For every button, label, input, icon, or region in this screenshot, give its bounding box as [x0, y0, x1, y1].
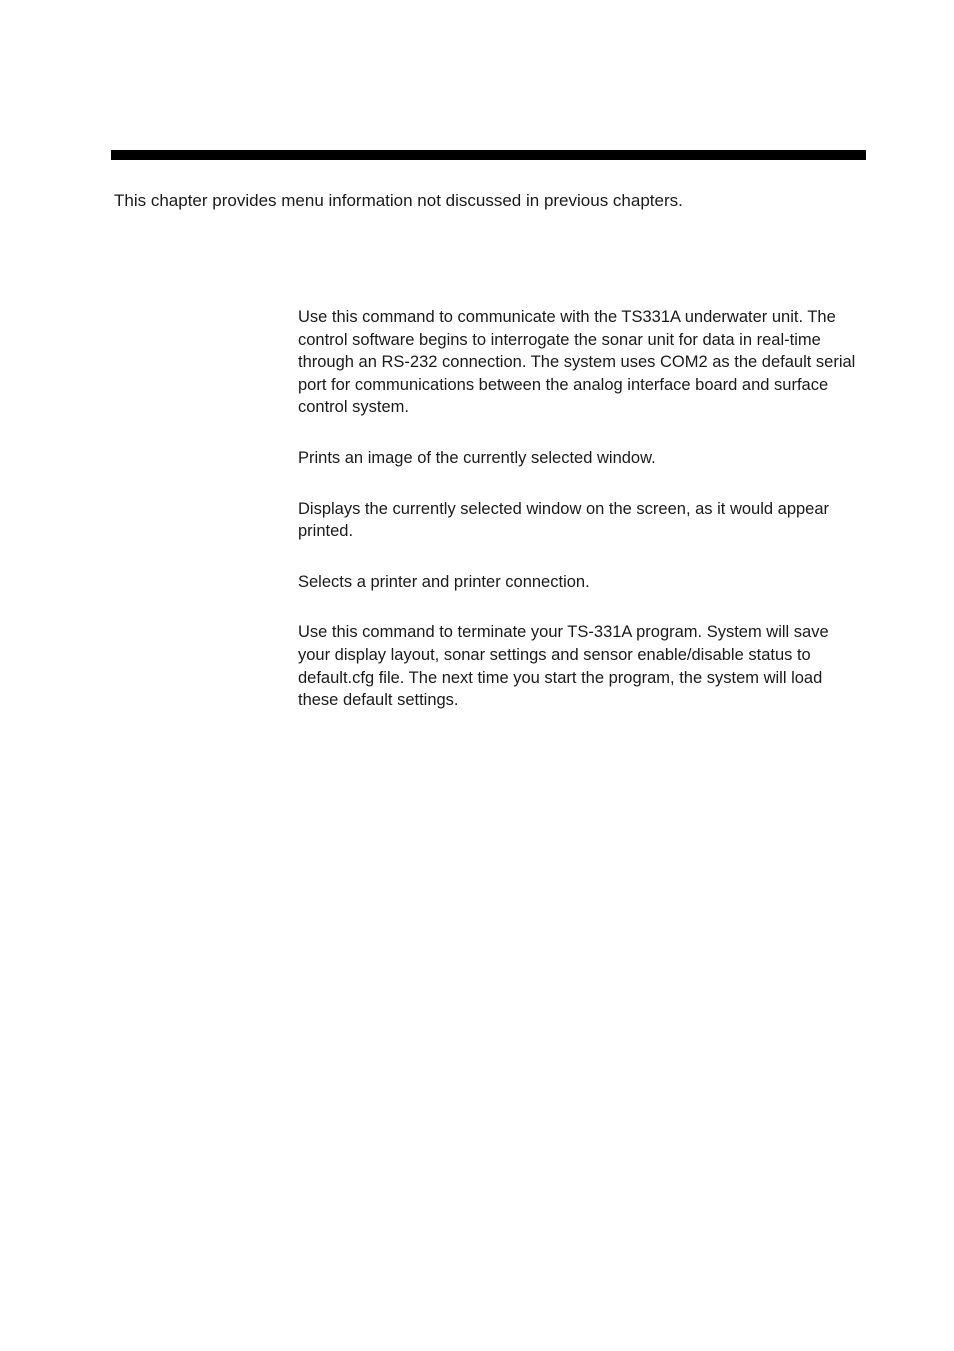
exit-description: Use this command to terminate your TS-331A program. System will save your display layout, sonar settings and sensor enable/disable status to default.cfg file. The next time you start the program, the system will load these default settings. [298, 623, 829, 710]
connect-description: Use this command to communicate with the TS331A underwater unit. The control software begins to interrogate the sonar unit for data in real-time through an RS-232 connection. The system uses COM2 as the default serial port for communications between the analog interface board and surface control system. [298, 308, 856, 417]
chapter-header-rule [111, 150, 866, 160]
print-preview-description: Displays the currently selected window on the screen, as it would appear printed. [298, 499, 830, 541]
chapter-intro: This chapter provides menu information not discussed in previous chapters. [114, 191, 683, 210]
menu-descriptions [298, 306, 864, 712]
print-setup-description: Selects a printer and printer connection. [298, 572, 590, 591]
print-description: Prints an image of the currently selected window. [298, 448, 656, 467]
